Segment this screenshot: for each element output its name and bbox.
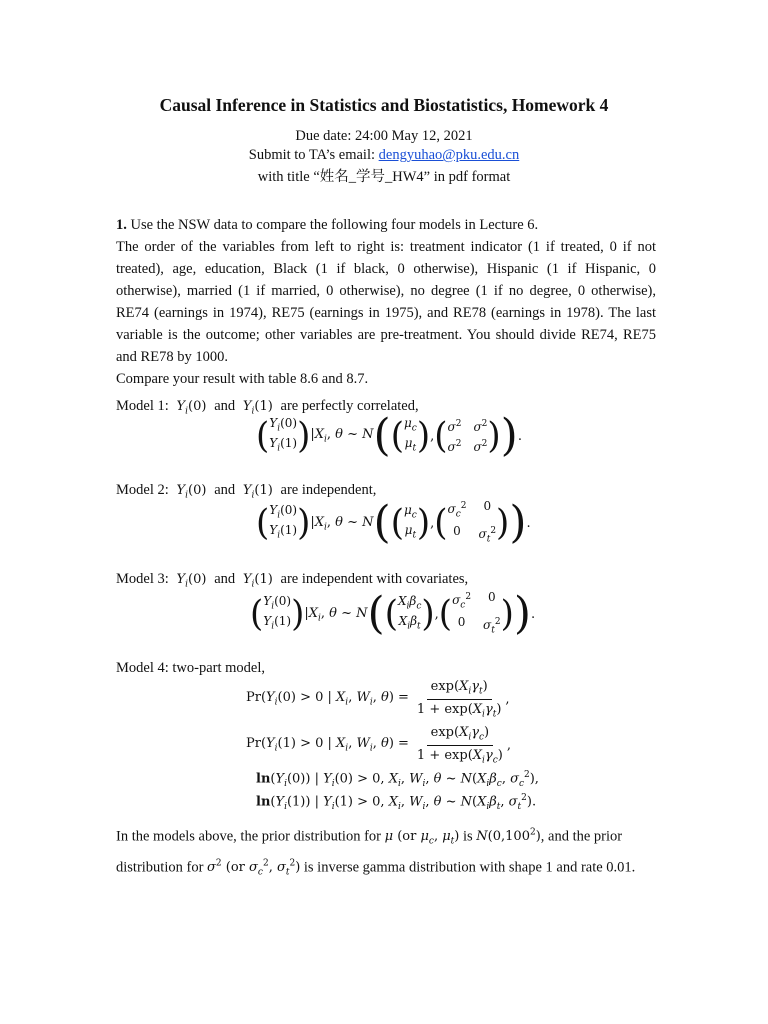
model-3-heading: Model 3: $Y_i(0)$ and $Y_i(1)$ are independent with covariates, — [116, 571, 469, 590]
title-note: with title “姓名_学号_HW4” in pdf format — [257, 169, 511, 185]
model-2-equation: ( $Y_i(0)$ $Y_i(1)$ ) $|X_i$, θ ~ N ( ( $\mu_c$ $\mu_t$ ) , ( $\sigma_c^2$ 0 0 $\sigma_t^2$ ) ) . — [256, 497, 531, 549]
model-4-heading: Model 4: two-part model, — [116, 660, 266, 676]
due-date: Due date: 24:00 May 12, 2021 — [295, 128, 473, 144]
problem-compare: Compare your result with table 8.6 and 8.7. — [116, 371, 369, 387]
model-3-equation: ( $Y_i(0)$ $Y_i(1)$ ) $|X_i$, θ ~ N ( ( $X_i\beta_c$ $X_i\beta_t$ ) , ( $\sigma_c^2$ 0 0 $\sigma_t^2$ ) ) . — [250, 588, 536, 640]
problem-intro: Use the NSW data to compare the following four models in Lecture 6. — [126, 217, 539, 233]
prior-paragraph: In the models above, the prior distribution for μ (or $\mu_c$, $\mu_t$) is N(0,100$^2$), and the prior distribution for $\sigma^2$ (or $\sigma_c^2$, $\sigma_t^2$) is inverse gamma distribution with shape 1 and rate 0.01. — [116, 828, 636, 878]
problem-description: The order of the variables from left to right is: treatment indicator (1 if treated, 0 if not treated), age, education, Black (1 if black, 0 otherwise), Hispanic (1 if Hispanic, 0 otherwise), married (1 if married, 0 otherwise), no degree (1 if no degree, 0 otherwise), RE74 (earnings in 1974), RE75 (earnings in 1975), and RE78 (earnings in 1978). The last variable is the outcome; other variables are pre-treatment. You should divide RE74, RE75 and RE78 by 1000. — [116, 239, 656, 365]
model-4-equations: $Pr(Y_i(0) > 0$ | $X_i$, $W_i$, θ) = $\frac{\exp(X_i\gamma_t)}{1 + \exp(X_i\gamma_t)}$ , $Pr(Y_i(1) > 0$ | $X_i$, $W_i$, θ) = $\frac{\exp(X_i\gamma_c)}{1 + \exp(X_i\gamma_c)}$ , $\ln(Y_i(0))$ | $Y_i(0) > 0$, $X_i$, $W_i$, θ ~ $N(X_i\beta_c$, $\sigma_c^2$), $\ln(Y_i(1))$ | $Y_i(1) > 0$, $X_i$, $W_i$, θ ~ $N(X_i\beta_t$, $\sigma_t^2$). — [246, 678, 539, 812]
ta-email-link[interactable]: dengyuhao@pku.edu.cn — [378, 147, 520, 163]
model-2-heading: Model 2: $Y_i(0)$ and $Y_i(1)$ are independent, — [116, 482, 377, 501]
page-title: Causal Inference in Statistics and Biostatistics, Homework 4 — [159, 95, 609, 115]
model-1-heading: Model 1: $Y_i(0)$ and $Y_i(1)$ are perfectly correlated, — [116, 398, 419, 417]
problem-1 — [116, 214, 656, 390]
problem-number: 1. — [116, 217, 127, 233]
submit-prefix: Submit to TA’s email: — [248, 147, 379, 163]
model-1-equation: ( $Y_i(0)$ $Y_i(1)$ ) $|X_i$, θ ~ N ( ( $\mu_c$ $\mu_t$ ) , ( $\sigma^2$ $\sigma^2$ $\sigma^2$ $\sigma^2$ ) ) . — [256, 410, 522, 461]
submit-line — [0, 147, 768, 164]
